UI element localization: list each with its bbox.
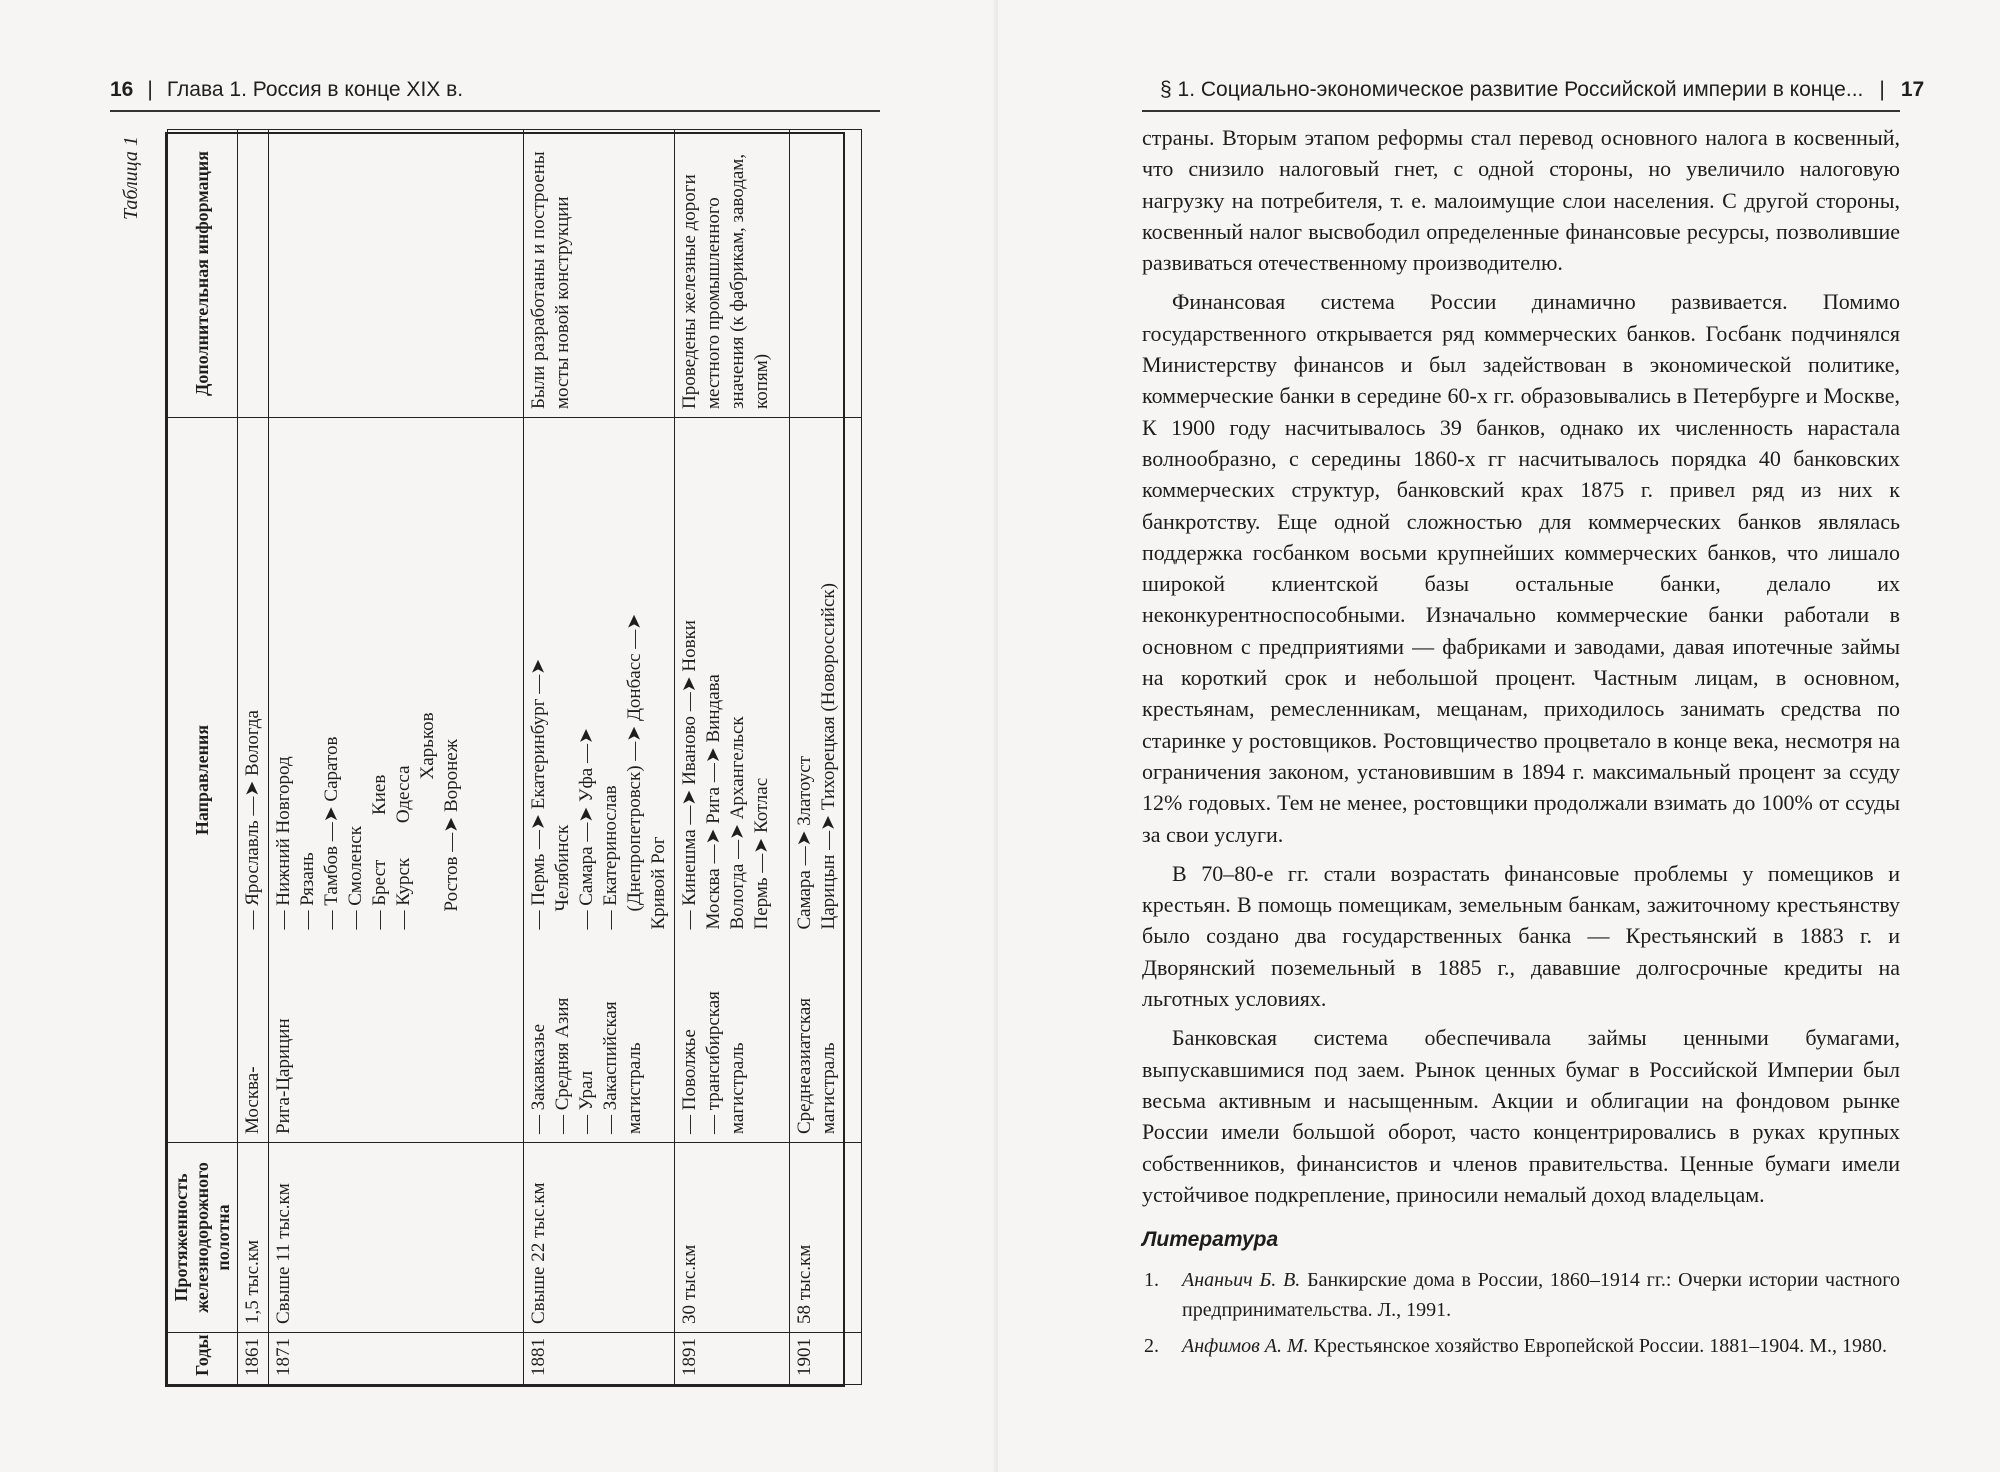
header-year: Годы [168, 1333, 238, 1385]
row-directions [675, 417, 790, 937]
row-directions [524, 417, 675, 937]
header-length: Протяженность железнодорожного полотна [168, 1143, 238, 1333]
region-line: — Закавказье [528, 1023, 549, 1134]
direction-line: — Рязань [297, 852, 318, 930]
row-extra: Были разработаны и построены мосты новой конструкции [524, 129, 675, 417]
literature-author: Ананьич Б. В. [1182, 1269, 1301, 1292]
right-header-rule [1142, 110, 1900, 112]
row-year: 1901 [790, 1333, 862, 1385]
row-extra: Проведены железные дороги местного промышленного значения (к фабрикам, заводам, копям) [675, 129, 790, 417]
row-length: Свыше 11 тыс.км [269, 1143, 524, 1333]
region-line: — Поволжье [679, 1029, 700, 1134]
direction-line: — Кинешма —➤ Иваново —➤ Новки [679, 620, 700, 930]
literature-author: Анфимов А. М. [1182, 1335, 1309, 1358]
row-region: Среднеазиатская магистраль [790, 938, 862, 1143]
literature-number: 1. [1144, 1269, 1159, 1292]
row-year: 1871 [269, 1333, 524, 1385]
left-header-rule [110, 110, 880, 112]
direction-kharkov: Харьков [417, 712, 438, 780]
literature-item [1142, 1265, 1900, 1325]
left-page [0, 0, 998, 1472]
literature-list [1142, 1265, 1900, 1361]
paragraph: Финансовая система России динамично развивается. Помимо государственного открывается ряд коммерческих банков. Госбанк подчинялся Министерству финансов и был задействован в экономической политике, коммерческие банки в середине 60-х гг. образовывались в Петербурге и Москве, К 1900 году насчитывалось 39 банков, однако их численность нарастала волнообразно, с середины 1860-х гг насчитывалось порядка 40 банковских коммерческих структур, банковский крах 1875 г. привел ряд из них к банкротству. Еще одной сложностью для коммерческих банков являлась поддержка госбанком восьми крупнейших коммерческих банков, что лишало широкой клиентской базы остальные банки, делало их неконкурентноспособными. Изначально коммерческие банки работали в основном с предприятиями — фабриками и заводами, давая ипотечные займы на короткий срок и небольшой процент. Частным лицам, в основном, крестьянам, ремесленникам, мещанам, приходилось занимать средства по старинке у ростовщиков. Ростовщичество процветало в конце века, несмотря на ограничения законом, установившим в 1894 г. максимальный процент за ссуду 12% годовых. Тем не менее, ростовщики продолжали взимать до 100% от ссуды за свои услуги. [1142, 289, 1900, 847]
paragraph: страны. Вторым этапом реформы стал перевод основного налога в косвенный, что снизило налоговый гнет, с одной стороны, но увеличило налоговую нагрузку на потребителя, т. е. малоимущие слои населения. С другой стороны, косвенный налог высвободил определенные финансовые ресурсы, позволившие развиваться отечественному производителю. [1142, 125, 1900, 276]
row-extra [269, 129, 524, 417]
direction-line: — Смоленск [345, 826, 366, 930]
row-directions [238, 417, 269, 937]
paragraph: Банковская система обеспечивала займы ценными бумагами, выпускавшимися под заем. Рынок ценных бумаг в Российской Империи был весьма активным и насыщенным. Акции и облигации на фондовом рынке России имели большой оборот, часто концентрировались в руках крупных собственников, финансистов и членов правительства. Ценные бумаги имели устойчивое подкрепление, приносили немалый доход владельцам. [1142, 1025, 1900, 1207]
row-region: Рига-Царицин [269, 938, 524, 1143]
row-directions [790, 417, 862, 937]
direction-line: Самара —➤ Златоуст [794, 755, 815, 930]
row-year: 1891 [675, 1333, 790, 1385]
direction-brest: — Брест [369, 859, 390, 930]
row-region [675, 938, 790, 1143]
literature-item [1142, 1331, 1900, 1361]
left-running-head: 16 | Глава 1. Россия в конце XIX в. [110, 78, 464, 101]
table-row [524, 129, 675, 1384]
direction-line [368, 426, 392, 930]
direction-line [392, 426, 416, 930]
literature-heading: Литература [1142, 1228, 1279, 1252]
direction-line: (Днепропетровск) —➤ Донбасс —➤ [624, 613, 645, 912]
region-line: — Закаспийская магистраль [600, 1001, 645, 1134]
table-row [269, 129, 524, 1384]
row-region [524, 938, 675, 1143]
row-extra [790, 129, 862, 417]
row-region: Москва- [238, 938, 269, 1143]
direction-line: Кривой Рог [648, 836, 669, 930]
railway-table-wrapper [165, 132, 845, 1387]
literature-number: 2. [1144, 1335, 1159, 1358]
table-row [790, 129, 862, 1384]
direction-line: — Ярославль —➤ Вологда [242, 710, 263, 930]
row-year: 1881 [524, 1333, 675, 1385]
direction-line: — Самара —➤ Уфа —➤ [576, 728, 597, 930]
table-caption: Таблица 1 [120, 136, 142, 220]
right-page-number: 17 [1900, 78, 1925, 101]
direction-line: Царицын —➤ Тихорецкая (Новороссийск) [818, 583, 839, 930]
literature-text: Крестьянское хозяйство Европейской России. 1881–1904. М., 1980. [1313, 1335, 1887, 1358]
left-page-number: 16 [110, 78, 134, 101]
table-row [238, 129, 269, 1384]
direction-kursk: — Курск [393, 857, 414, 930]
row-extra [238, 129, 269, 417]
direction-line: — Нижний Новгород [273, 756, 294, 930]
direction-line: — Пермь —➤ Екатеринбург —➤ [528, 658, 549, 930]
literature-text: Банкирские дома в России, 1860–1914 гг.: Очерки истории частного предпринимательства. Л., 1991. [1182, 1269, 1900, 1322]
direction-line: Ростов —➤ Воронеж [441, 739, 462, 912]
region-line: — Средняя Азия [552, 997, 573, 1134]
row-length: 58 тыс.км [790, 1143, 862, 1333]
header-directions: Направления [168, 417, 238, 1142]
row-year: 1861 [238, 1333, 269, 1385]
direction-line: — Тамбов —➤ Саратов [321, 736, 342, 930]
region-line: — трансибирская магистраль [703, 991, 748, 1134]
railway-table [165, 132, 845, 1387]
row-length: 30 тыс.км [675, 1143, 790, 1333]
direction-line: Вологда —➤ Архангельск [727, 716, 748, 930]
direction-line: — Екатеринослав [600, 785, 621, 930]
direction-line: Пермь —➤ Котлас [751, 777, 772, 930]
direction-line: Челябинск [552, 824, 573, 912]
row-length: Свыше 22 тыс.км [524, 1143, 675, 1333]
header-extra: Дополнительная информация [168, 129, 238, 417]
chapter-title: Глава 1. Россия в конце XIX в. [166, 78, 464, 101]
right-body-text [1142, 122, 1900, 1367]
direction-line: Москва —➤ Рига —➤ Виндава [703, 674, 724, 930]
row-directions [269, 417, 524, 937]
region-line: — Урал [576, 1070, 597, 1134]
right-running-head: § 1. Социально-экономическое развитие Российской империи в конце... | 17 [1160, 78, 1925, 101]
paragraph: В 70–80-е гг. стали возрастать финансовые проблемы у помещиков и крестьян. В помощь помещикам, земельным банкам, зажиточному крестьянству было создано два государственных банка — Крестьянский в 1883 г. и Дворянский поземельный в 1885 г., дававшие долгосрочные кредиты на льготных условиях. [1142, 860, 1900, 1012]
section-title: § 1. Социально-экономическое развитие Российской империи в конце... [1160, 78, 1864, 101]
row-length: 1,5 тыс.км [238, 1143, 269, 1333]
direction-odessa: Одесса [393, 765, 414, 824]
direction-kiev: Киев [369, 774, 390, 815]
table-row [675, 129, 790, 1384]
